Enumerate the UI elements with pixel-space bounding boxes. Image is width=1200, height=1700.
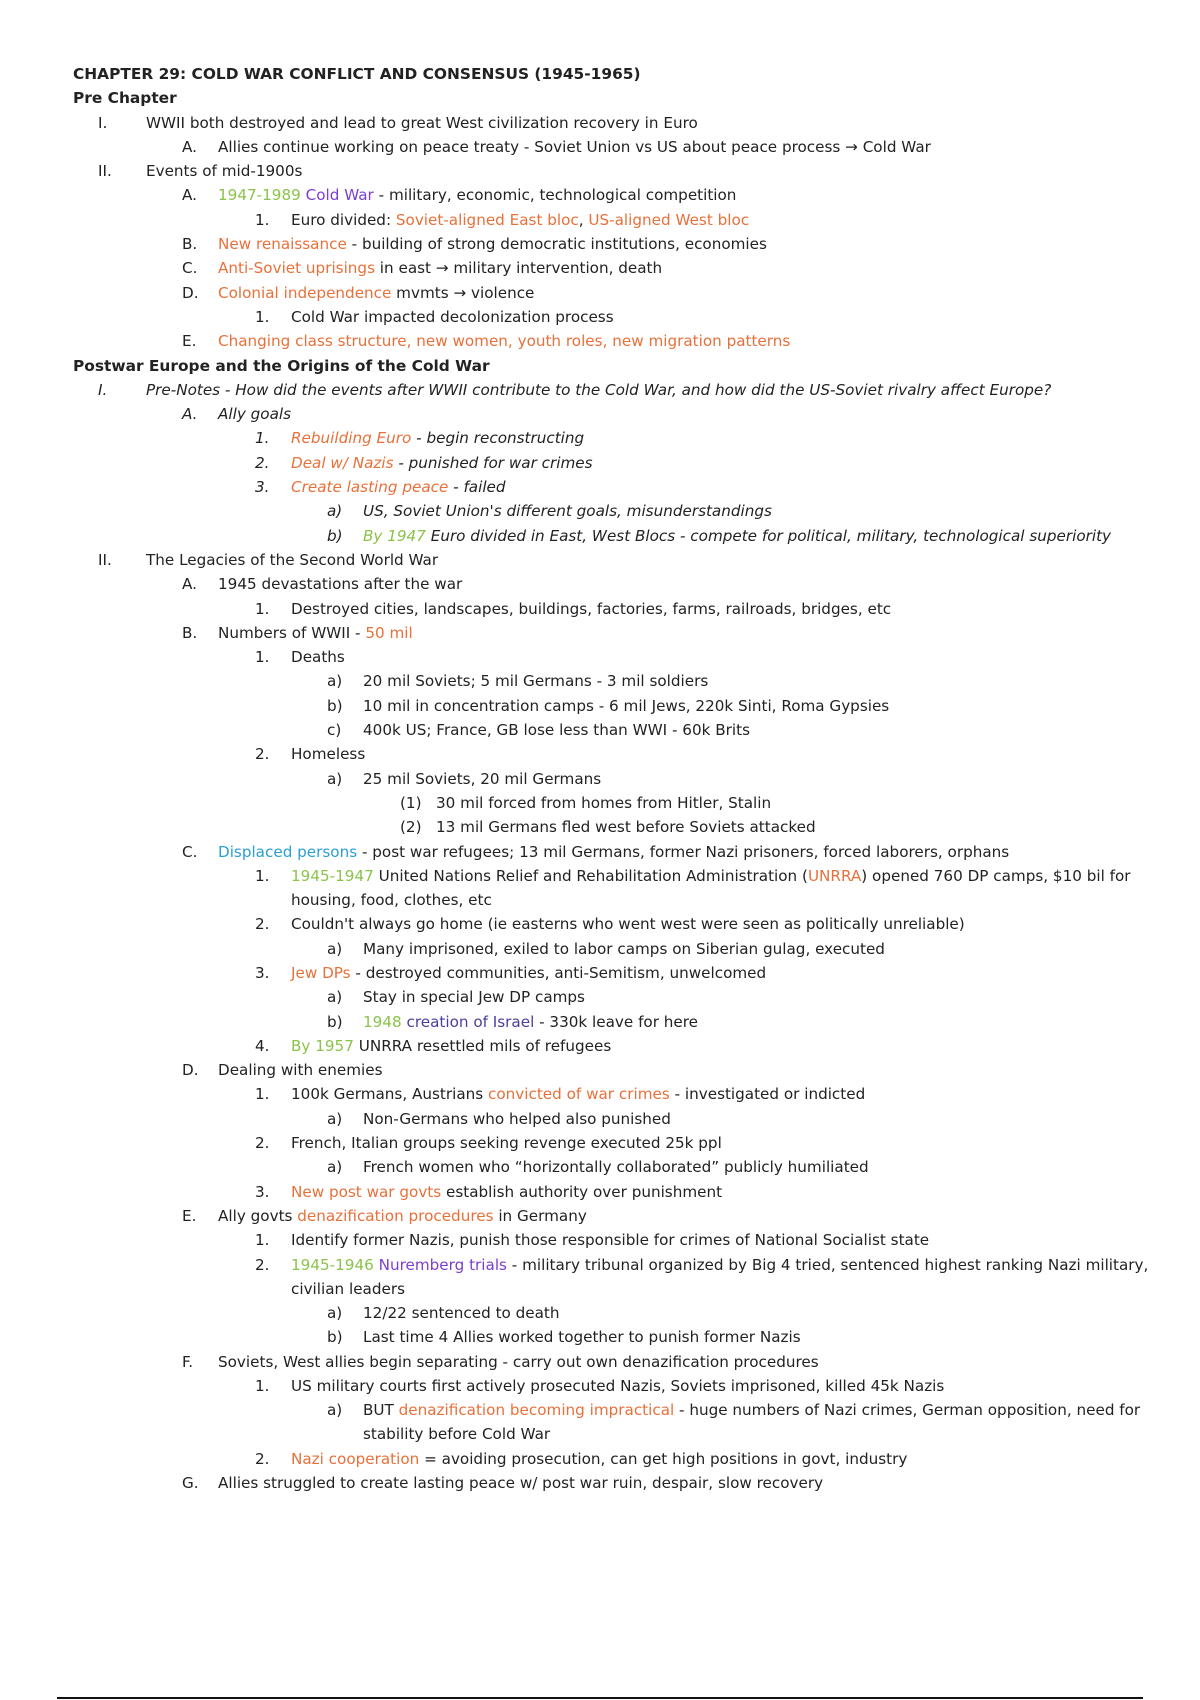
outline-marker: b) bbox=[327, 1012, 343, 1031]
highlighted-term: Rebuilding Euro bbox=[291, 429, 412, 448]
outline-item bbox=[73, 1471, 1173, 1495]
text-run: Ally goals bbox=[218, 405, 292, 424]
outline-text bbox=[291, 208, 749, 232]
outline-marker: a) bbox=[327, 1401, 343, 1420]
outline-item bbox=[73, 451, 1173, 475]
outline-marker: 2. bbox=[255, 453, 270, 472]
text-run: French, Italian groups seeking revenge executed 25k ppl bbox=[291, 1134, 722, 1153]
text-run: 12/22 sentenced to death bbox=[363, 1304, 560, 1323]
text-run: United Nations Relief and Rehabilitation Administration ( bbox=[373, 866, 808, 885]
outline-text bbox=[146, 548, 438, 572]
outline-item bbox=[73, 572, 1173, 596]
outline-item bbox=[73, 1107, 1173, 1131]
outline-text bbox=[363, 669, 708, 693]
outline-marker: b) bbox=[327, 1328, 343, 1347]
outline-marker: a) bbox=[327, 672, 343, 691]
highlighted-term: 50 mil bbox=[365, 623, 413, 642]
outline-marker: 1. bbox=[255, 866, 270, 885]
outline-item bbox=[73, 1374, 1173, 1398]
outline-text bbox=[291, 1374, 944, 1398]
outline-marker: b) bbox=[327, 696, 343, 715]
outline-item bbox=[73, 791, 1173, 815]
text-run: - huge numbers of Nazi crimes, German opposition, need for stability before Cold War bbox=[363, 1401, 1141, 1444]
text-run: Couldn't always go home (ie easterns who went west were seen as politically unreliable) bbox=[291, 915, 965, 934]
outline-marker: (2) bbox=[400, 818, 422, 837]
outline-marker: a) bbox=[327, 769, 343, 788]
text-run: BUT bbox=[363, 1401, 399, 1420]
text-run: Allies struggled to create lasting peace w/ post war ruin, despair, slow recovery bbox=[218, 1474, 824, 1493]
outline-text bbox=[218, 1350, 819, 1374]
text-run: - 330k leave for here bbox=[534, 1012, 699, 1031]
outline-marker: 1. bbox=[255, 648, 270, 667]
outline-item bbox=[73, 232, 1173, 256]
outline-text bbox=[218, 183, 736, 207]
outline-text bbox=[291, 1447, 907, 1471]
highlighted-term: denazification procedures bbox=[297, 1206, 494, 1225]
text-run: Soviets, West allies begin separating - carry out own denazification procedures bbox=[218, 1352, 819, 1371]
outline-text bbox=[218, 402, 291, 426]
outline-marker: 1. bbox=[255, 1085, 270, 1104]
outline-item bbox=[73, 1228, 1173, 1252]
outline-text bbox=[363, 985, 585, 1009]
outline-marker: a) bbox=[327, 939, 343, 958]
highlighted-term: Anti-Soviet uprisings bbox=[218, 259, 375, 278]
outline-item bbox=[73, 1010, 1173, 1034]
text-run: Deaths bbox=[291, 648, 345, 667]
outline-marker: 2. bbox=[255, 745, 270, 764]
outline-text bbox=[291, 864, 1173, 912]
outline-marker: A. bbox=[182, 575, 197, 594]
outline-marker: c) bbox=[327, 721, 342, 740]
text-run: , bbox=[578, 210, 589, 229]
text-run: - building of strong democratic institutions, economies bbox=[346, 235, 767, 254]
outline-marker: E. bbox=[182, 332, 197, 351]
highlighted-term: Changing class structure, new women, youth roles, new migration patterns bbox=[218, 332, 791, 351]
highlighted-term: Jew DPs bbox=[291, 963, 351, 982]
outline-item bbox=[73, 111, 1173, 135]
text-run: - destroyed communities, anti-Semitism, unwelcomed bbox=[350, 963, 767, 982]
text-run: mvmts → violence bbox=[391, 283, 535, 302]
outline-marker: I. bbox=[98, 380, 108, 399]
outline-item bbox=[73, 159, 1173, 183]
section-heading bbox=[73, 354, 1173, 378]
outline-item bbox=[73, 1350, 1173, 1374]
outline-item bbox=[73, 1253, 1173, 1302]
outline-text bbox=[218, 840, 1009, 864]
outline-item bbox=[73, 1301, 1173, 1325]
outline-item bbox=[73, 840, 1173, 864]
outline-text bbox=[291, 475, 506, 499]
outline-item bbox=[73, 718, 1173, 742]
outline-marker: F. bbox=[182, 1352, 194, 1371]
outline-text bbox=[363, 1107, 671, 1131]
outline-marker: (1) bbox=[400, 793, 422, 812]
outline-item bbox=[73, 208, 1173, 232]
outline-marker: C. bbox=[182, 259, 198, 278]
outline-text bbox=[291, 1253, 1173, 1301]
section-heading bbox=[73, 86, 1173, 110]
outline-item bbox=[73, 256, 1173, 280]
outline-marker: a) bbox=[327, 1109, 343, 1128]
outline-marker: b) bbox=[327, 526, 343, 545]
outline-item bbox=[73, 1131, 1173, 1155]
outline-text bbox=[146, 378, 1051, 402]
highlighted-term: creation of Israel bbox=[406, 1012, 535, 1031]
document-page bbox=[73, 62, 1173, 1496]
text-run: = avoiding prosecution, can get high positions in govt, industry bbox=[419, 1449, 908, 1468]
outline-marker: A. bbox=[182, 405, 198, 424]
outline-item bbox=[73, 1058, 1173, 1082]
text-run: 100k Germans, Austrians bbox=[291, 1085, 489, 1104]
outline-text bbox=[73, 354, 490, 378]
outline-item bbox=[73, 1034, 1173, 1058]
highlighted-term: convicted of war crimes bbox=[488, 1085, 670, 1104]
text-run: 400k US; France, GB lose less than WWI - 60k Brits bbox=[363, 721, 750, 740]
text-run: - failed bbox=[448, 478, 506, 497]
outline-text bbox=[218, 256, 662, 280]
highlighted-term: 1945-1947 bbox=[291, 866, 374, 885]
outline-marker: a) bbox=[327, 1158, 343, 1177]
outline-text bbox=[218, 621, 413, 645]
text-run: French women who “horizontally collaborated” publicly humiliated bbox=[363, 1158, 869, 1177]
outline-text bbox=[218, 1204, 587, 1228]
text-run: 13 mil Germans fled west before Soviets attacked bbox=[436, 818, 816, 837]
outline-text bbox=[291, 645, 345, 669]
outline-marker: II. bbox=[98, 162, 112, 181]
outline-text bbox=[291, 305, 614, 329]
outline-marker: a) bbox=[327, 988, 343, 1007]
outline bbox=[73, 86, 1173, 1495]
outline-item bbox=[73, 1204, 1173, 1228]
text-run: US, Soviet Union's different goals, misunderstandings bbox=[363, 502, 772, 521]
outline-item bbox=[73, 937, 1173, 961]
text-run: Events of mid-1900s bbox=[146, 162, 303, 181]
outline-item bbox=[73, 961, 1173, 985]
outline-marker: 1. bbox=[255, 599, 270, 618]
text-run: Postwar Europe and the Origins of the Cold War bbox=[73, 356, 490, 375]
highlighted-term: 1947-1989 bbox=[218, 186, 306, 205]
text-run: Euro divided in East, West Blocs - compete for political, military, technological superiority bbox=[425, 526, 1112, 545]
outline-marker: 2. bbox=[255, 915, 270, 934]
highlighted-term: 1948 bbox=[363, 1012, 402, 1031]
outline-item bbox=[73, 767, 1173, 791]
text-run: UNRRA resettled mils of refugees bbox=[353, 1036, 612, 1055]
outline-text bbox=[218, 1058, 383, 1082]
highlighted-term: denazification becoming impractical bbox=[398, 1401, 675, 1420]
text-run: - military tribunal organized by Big 4 tried, sentenced highest ranking Nazi military, civilian leaders bbox=[291, 1255, 1149, 1298]
text-run: Cold War impacted decolonization process bbox=[291, 307, 614, 326]
outline-text bbox=[363, 718, 750, 742]
text-run: Identify former Nazis, punish those responsible for crimes of National Socialist state bbox=[291, 1231, 930, 1250]
outline-item bbox=[73, 475, 1173, 499]
outline-item bbox=[73, 815, 1173, 839]
highlighted-term: Displaced persons bbox=[218, 842, 358, 861]
outline-text bbox=[363, 1398, 1173, 1446]
outline-item bbox=[73, 1398, 1173, 1447]
outline-text bbox=[291, 451, 593, 475]
highlighted-term: Deal w/ Nazis bbox=[291, 453, 394, 472]
outline-marker: 3. bbox=[255, 963, 270, 982]
outline-text bbox=[218, 281, 534, 305]
outline-marker: a) bbox=[327, 1304, 343, 1323]
outline-item bbox=[73, 329, 1173, 353]
text-run: 30 mil forced from homes from Hitler, Stalin bbox=[436, 793, 772, 812]
outline-marker: B. bbox=[182, 235, 198, 254]
text-run: Last time 4 Allies worked together to punish former Nazis bbox=[363, 1328, 801, 1347]
outline-text bbox=[291, 742, 365, 766]
outline-marker: 1. bbox=[255, 1377, 270, 1396]
outline-marker: C. bbox=[182, 842, 198, 861]
outline-text bbox=[291, 1228, 929, 1252]
outline-marker: G. bbox=[182, 1474, 199, 1493]
outline-text bbox=[291, 597, 891, 621]
outline-text bbox=[291, 426, 584, 450]
outline-marker: 2. bbox=[255, 1134, 270, 1153]
outline-text bbox=[291, 1131, 722, 1155]
outline-item bbox=[73, 1325, 1173, 1349]
outline-marker: 4. bbox=[255, 1036, 270, 1055]
outline-text bbox=[436, 791, 771, 815]
outline-item bbox=[73, 645, 1173, 669]
outline-item bbox=[73, 426, 1173, 450]
footer-rule bbox=[57, 1697, 1143, 1699]
text-run: in east → military intervention, death bbox=[374, 259, 663, 278]
outline-marker: 2. bbox=[255, 1449, 270, 1468]
outline-text bbox=[218, 1471, 823, 1495]
text-run: 20 mil Soviets; 5 mil Germans - 3 mil soldiers bbox=[363, 672, 709, 691]
highlighted-term: Soviet-aligned East bloc bbox=[395, 210, 579, 229]
highlighted-term: New renaissance bbox=[218, 235, 347, 254]
highlighted-term: Colonial independence bbox=[218, 283, 392, 302]
outline-item bbox=[73, 1180, 1173, 1204]
outline-item bbox=[73, 597, 1173, 621]
outline-item bbox=[73, 1155, 1173, 1179]
highlighted-term: New post war govts bbox=[291, 1182, 442, 1201]
outline-marker: B. bbox=[182, 623, 198, 642]
text-run: Pre-Notes - How did the events after WWII contribute to the Cold War, and how did the US-Soviet rivalry affect Europe? bbox=[146, 380, 1052, 399]
outline-text bbox=[363, 694, 889, 718]
outline-item bbox=[73, 864, 1173, 913]
outline-item bbox=[73, 378, 1173, 402]
outline-text bbox=[73, 86, 177, 110]
outline-text bbox=[291, 1082, 865, 1106]
text-run: Numbers of WWII - bbox=[218, 623, 366, 642]
outline-marker: 1. bbox=[255, 307, 270, 326]
outline-text bbox=[146, 111, 698, 135]
highlighted-term: UNRRA bbox=[807, 866, 862, 885]
text-run: in Germany bbox=[493, 1206, 587, 1225]
outline-item bbox=[73, 281, 1173, 305]
outline-text bbox=[363, 524, 1111, 548]
text-run: Stay in special Jew DP camps bbox=[363, 988, 585, 1007]
outline-text bbox=[363, 1010, 698, 1034]
text-run: - military, economic, technological competition bbox=[373, 186, 737, 205]
outline-item bbox=[73, 499, 1173, 523]
outline-marker: D. bbox=[182, 283, 199, 302]
text-run: - post war refugees; 13 mil Germans, former Nazi prisoners, forced laborers, orphans bbox=[357, 842, 1010, 861]
outline-item bbox=[73, 694, 1173, 718]
outline-item bbox=[73, 305, 1173, 329]
text-run: Euro divided: bbox=[291, 210, 396, 229]
text-run: 1945 devastations after the war bbox=[218, 575, 463, 594]
outline-text bbox=[363, 1325, 801, 1349]
outline-item bbox=[73, 1082, 1173, 1106]
outline-marker: A. bbox=[182, 137, 197, 156]
text-run: US military courts first actively prosecuted Nazis, Soviets imprisoned, killed 45k Nazis bbox=[291, 1377, 945, 1396]
outline-marker: E. bbox=[182, 1206, 197, 1225]
highlighted-term: By 1947 bbox=[363, 526, 426, 545]
outline-text bbox=[363, 1155, 869, 1179]
text-run: ) opened 760 DP camps, $10 bil for housing, food, clothes, etc bbox=[291, 866, 1131, 909]
outline-item bbox=[73, 912, 1173, 936]
outline-item bbox=[73, 669, 1173, 693]
highlighted-term: US-aligned West bloc bbox=[588, 210, 750, 229]
outline-text bbox=[291, 912, 965, 936]
text-run: Pre Chapter bbox=[73, 89, 177, 108]
outline-item bbox=[73, 742, 1173, 766]
outline-item bbox=[73, 135, 1173, 159]
outline-marker: 1. bbox=[255, 1231, 270, 1250]
outline-marker: 3. bbox=[255, 478, 270, 497]
outline-text bbox=[291, 961, 766, 985]
outline-marker: 1. bbox=[255, 210, 270, 229]
outline-item bbox=[73, 548, 1173, 572]
text-run: Allies continue working on peace treaty - Soviet Union vs US about peace process → Cold War bbox=[218, 137, 931, 156]
outline-marker: 3. bbox=[255, 1182, 270, 1201]
outline-marker: 2. bbox=[255, 1255, 270, 1274]
outline-text bbox=[218, 572, 462, 596]
text-run: - punished for war crimes bbox=[393, 453, 593, 472]
outline-marker: D. bbox=[182, 1061, 199, 1080]
text-run: The Legacies of the Second World War bbox=[146, 550, 439, 569]
outline-text bbox=[291, 1034, 611, 1058]
outline-item bbox=[73, 1447, 1173, 1471]
text-run: establish authority over punishment bbox=[441, 1182, 723, 1201]
text-run: Dealing with enemies bbox=[218, 1061, 383, 1080]
outline-text bbox=[146, 159, 302, 183]
text-run: - begin reconstructing bbox=[411, 429, 585, 448]
outline-marker: A. bbox=[182, 186, 197, 205]
outline-text bbox=[291, 1180, 722, 1204]
outline-text bbox=[363, 767, 601, 791]
outline-item bbox=[73, 524, 1173, 548]
text-run: Destroyed cities, landscapes, buildings, factories, farms, railroads, bridges, etc bbox=[291, 599, 892, 618]
outline-marker: 1. bbox=[255, 429, 270, 448]
text-run: Non-Germans who helped also punished bbox=[363, 1109, 671, 1128]
outline-marker: II. bbox=[98, 550, 112, 569]
outline-text bbox=[363, 499, 772, 523]
outline-text bbox=[363, 937, 885, 961]
document-title: CHAPTER 29: COLD WAR CONFLICT AND CONSENSUS (1945-1965) bbox=[73, 65, 641, 83]
highlighted-term: 1945-1946 bbox=[291, 1255, 374, 1274]
text-run: Ally govts bbox=[218, 1206, 298, 1225]
outline-marker: a) bbox=[327, 502, 343, 521]
highlighted-term: Nuremberg trials bbox=[378, 1255, 507, 1274]
highlighted-term: Nazi cooperation bbox=[291, 1449, 420, 1468]
outline-item bbox=[73, 985, 1173, 1009]
text-run: WWII both destroyed and lead to great West civilization recovery in Euro bbox=[146, 113, 698, 132]
outline-item bbox=[73, 621, 1173, 645]
outline-text bbox=[218, 135, 931, 159]
outline-item bbox=[73, 183, 1173, 207]
highlighted-term: By 1957 bbox=[291, 1036, 354, 1055]
outline-text bbox=[218, 329, 790, 353]
outline-text bbox=[436, 815, 816, 839]
text-run: Homeless bbox=[291, 745, 366, 764]
text-run: - investigated or indicted bbox=[669, 1085, 866, 1104]
text-run: 25 mil Soviets, 20 mil Germans bbox=[363, 769, 602, 788]
highlighted-term: Cold War bbox=[305, 186, 374, 205]
text-run: Many imprisoned, exiled to labor camps on Siberian gulag, executed bbox=[363, 939, 885, 958]
highlighted-term: Create lasting peace bbox=[291, 478, 449, 497]
outline-item bbox=[73, 402, 1173, 426]
text-run: 10 mil in concentration camps - 6 mil Jews, 220k Sinti, Roma Gypsies bbox=[363, 696, 890, 715]
outline-text bbox=[218, 232, 767, 256]
outline-text bbox=[363, 1301, 560, 1325]
outline-marker: I. bbox=[98, 113, 108, 132]
